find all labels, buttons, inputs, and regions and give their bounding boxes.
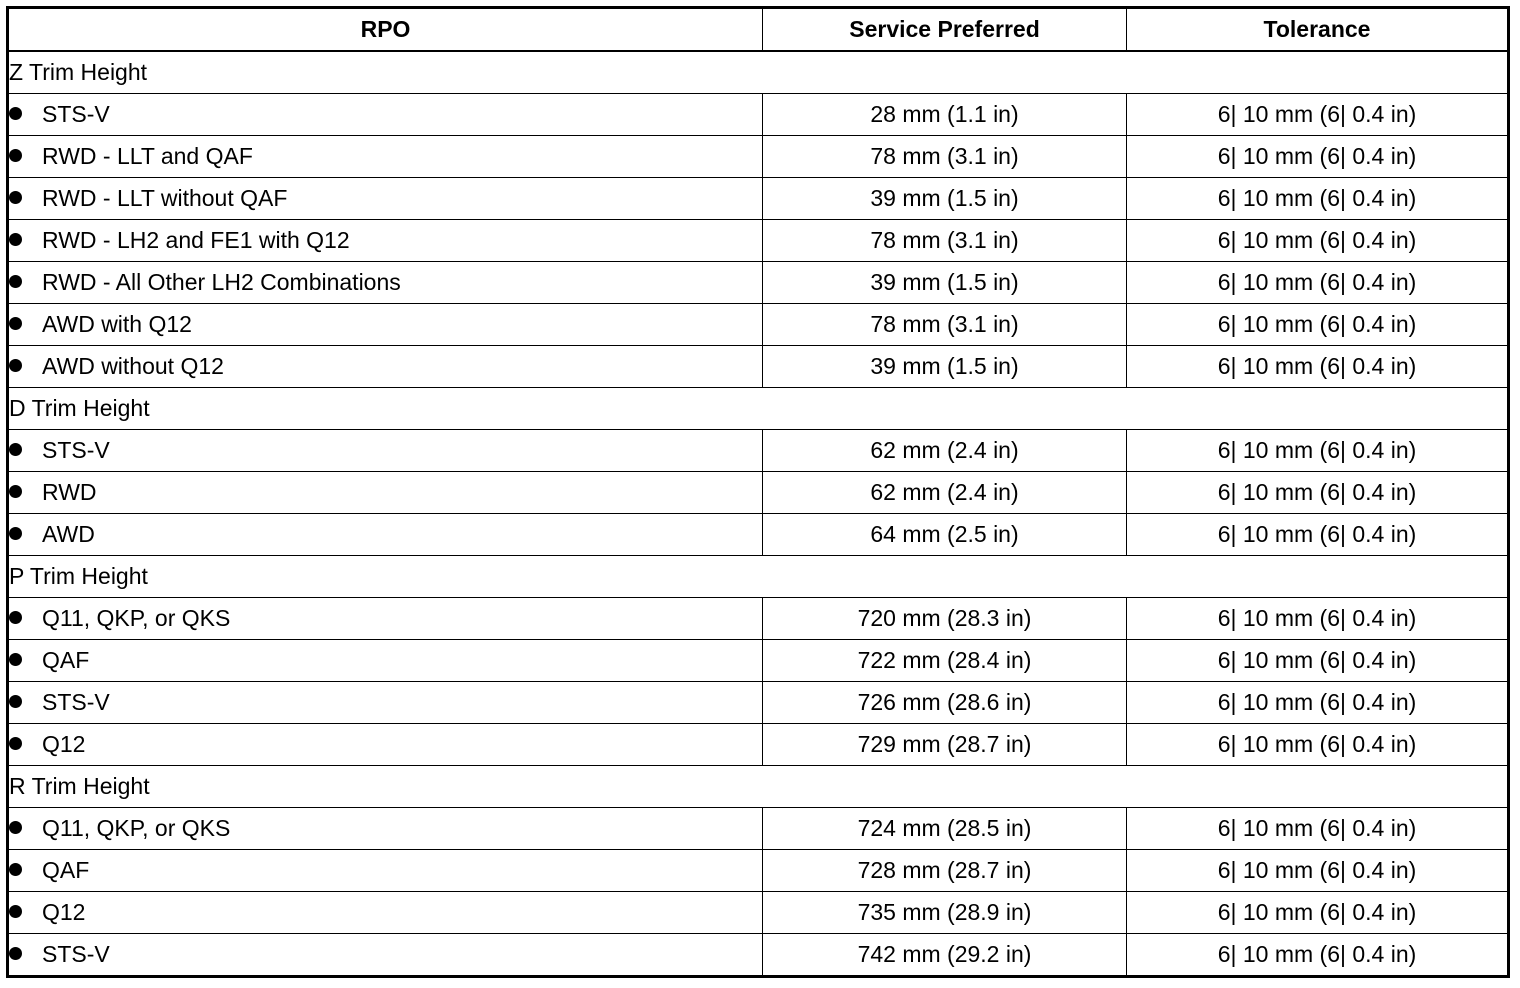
table-row <box>8 514 1509 556</box>
rpo-cell <box>8 430 763 472</box>
rpo-cell <box>8 682 763 724</box>
trim-height-spec-table <box>6 6 1510 978</box>
bullet-icon <box>9 443 22 456</box>
rpo-label: Q12 <box>42 731 86 757</box>
bullet-icon <box>9 485 22 498</box>
table-row <box>8 892 1509 934</box>
service-preferred-cell: 726 mm (28.6 in) <box>763 682 1127 724</box>
table-row <box>8 346 1509 388</box>
rpo-label: AWD with Q12 <box>42 311 192 337</box>
rpo-cell <box>8 472 763 514</box>
rpo-cell <box>8 262 763 304</box>
bullet-icon <box>9 905 22 918</box>
table-body <box>8 51 1509 977</box>
bullet-icon <box>9 821 22 834</box>
tolerance-cell: 6| 10 mm (6| 0.4 in) <box>1127 430 1509 472</box>
tolerance-cell: 6| 10 mm (6| 0.4 in) <box>1127 892 1509 934</box>
table-row <box>8 262 1509 304</box>
rpo-label: AWD without Q12 <box>42 353 224 379</box>
tolerance-cell: 6| 10 mm (6| 0.4 in) <box>1127 682 1509 724</box>
header-tolerance: Tolerance <box>1127 8 1509 52</box>
bullet-icon <box>9 317 22 330</box>
service-preferred-cell: 28 mm (1.1 in) <box>763 94 1127 136</box>
rpo-label: RWD - LLT and QAF <box>42 143 253 169</box>
tolerance-cell: 6| 10 mm (6| 0.4 in) <box>1127 598 1509 640</box>
table-row <box>8 724 1509 766</box>
bullet-icon <box>9 359 22 372</box>
service-preferred-cell: 78 mm (3.1 in) <box>763 304 1127 346</box>
bullet-icon <box>9 947 22 960</box>
header-service-preferred: Service Preferred <box>763 8 1127 52</box>
rpo-cell <box>8 598 763 640</box>
rpo-cell <box>8 94 763 136</box>
rpo-cell <box>8 724 763 766</box>
service-preferred-cell: 39 mm (1.5 in) <box>763 346 1127 388</box>
rpo-label: STS-V <box>42 437 110 463</box>
table-row <box>8 136 1509 178</box>
table-header-row <box>8 8 1509 52</box>
rpo-cell <box>8 640 763 682</box>
table-row <box>8 640 1509 682</box>
tolerance-cell: 6| 10 mm (6| 0.4 in) <box>1127 724 1509 766</box>
rpo-cell <box>8 934 763 977</box>
bullet-icon <box>9 653 22 666</box>
rpo-cell <box>8 892 763 934</box>
table-row <box>8 934 1509 977</box>
rpo-cell <box>8 850 763 892</box>
section-title: P Trim Height <box>8 556 1509 598</box>
tolerance-cell: 6| 10 mm (6| 0.4 in) <box>1127 94 1509 136</box>
tolerance-cell: 6| 10 mm (6| 0.4 in) <box>1127 178 1509 220</box>
bullet-icon <box>9 527 22 540</box>
bullet-icon <box>9 107 22 120</box>
table-row <box>8 682 1509 724</box>
rpo-cell <box>8 808 763 850</box>
service-preferred-cell: 735 mm (28.9 in) <box>763 892 1127 934</box>
rpo-label: STS-V <box>42 689 110 715</box>
service-preferred-cell: 78 mm (3.1 in) <box>763 136 1127 178</box>
tolerance-cell: 6| 10 mm (6| 0.4 in) <box>1127 514 1509 556</box>
rpo-cell <box>8 346 763 388</box>
rpo-label: RWD - LLT without QAF <box>42 185 288 211</box>
table-row <box>8 598 1509 640</box>
service-preferred-cell: 742 mm (29.2 in) <box>763 934 1127 977</box>
rpo-label: Q12 <box>42 899 86 925</box>
tolerance-cell: 6| 10 mm (6| 0.4 in) <box>1127 472 1509 514</box>
bullet-icon <box>9 191 22 204</box>
table-row <box>8 178 1509 220</box>
tolerance-cell: 6| 10 mm (6| 0.4 in) <box>1127 220 1509 262</box>
tolerance-cell: 6| 10 mm (6| 0.4 in) <box>1127 304 1509 346</box>
section-title: D Trim Height <box>8 388 1509 430</box>
rpo-label: QAF <box>42 857 90 883</box>
tolerance-cell: 6| 10 mm (6| 0.4 in) <box>1127 136 1509 178</box>
table-row <box>8 430 1509 472</box>
rpo-cell <box>8 304 763 346</box>
rpo-cell <box>8 136 763 178</box>
rpo-label: Q11, QKP, or QKS <box>42 605 231 631</box>
service-preferred-cell: 720 mm (28.3 in) <box>763 598 1127 640</box>
service-preferred-cell: 62 mm (2.4 in) <box>763 430 1127 472</box>
tolerance-cell: 6| 10 mm (6| 0.4 in) <box>1127 262 1509 304</box>
table-row <box>8 808 1509 850</box>
rpo-label: AWD <box>42 521 95 547</box>
bullet-icon <box>9 233 22 246</box>
bullet-icon <box>9 695 22 708</box>
service-preferred-cell: 724 mm (28.5 in) <box>763 808 1127 850</box>
tolerance-cell: 6| 10 mm (6| 0.4 in) <box>1127 808 1509 850</box>
bullet-icon <box>9 863 22 876</box>
tolerance-cell: 6| 10 mm (6| 0.4 in) <box>1127 346 1509 388</box>
table-row <box>8 304 1509 346</box>
rpo-label: RWD - All Other LH2 Combinations <box>42 269 401 295</box>
tolerance-cell: 6| 10 mm (6| 0.4 in) <box>1127 934 1509 977</box>
section-row <box>8 556 1509 598</box>
header-rpo: RPO <box>8 8 763 52</box>
rpo-label: STS-V <box>42 101 110 127</box>
table-row <box>8 94 1509 136</box>
service-preferred-cell: 722 mm (28.4 in) <box>763 640 1127 682</box>
rpo-label: RWD - LH2 and FE1 with Q12 <box>42 227 350 253</box>
rpo-label: STS-V <box>42 941 110 967</box>
service-preferred-cell: 728 mm (28.7 in) <box>763 850 1127 892</box>
section-row <box>8 766 1509 808</box>
bullet-icon <box>9 611 22 624</box>
rpo-label: QAF <box>42 647 90 673</box>
service-preferred-cell: 39 mm (1.5 in) <box>763 178 1127 220</box>
rpo-cell <box>8 178 763 220</box>
bullet-icon <box>9 737 22 750</box>
service-preferred-cell: 729 mm (28.7 in) <box>763 724 1127 766</box>
service-preferred-cell: 78 mm (3.1 in) <box>763 220 1127 262</box>
tolerance-cell: 6| 10 mm (6| 0.4 in) <box>1127 640 1509 682</box>
section-title: Z Trim Height <box>8 51 1509 94</box>
bullet-icon <box>9 149 22 162</box>
section-row <box>8 388 1509 430</box>
section-title: R Trim Height <box>8 766 1509 808</box>
bullet-icon <box>9 275 22 288</box>
rpo-cell <box>8 220 763 262</box>
rpo-label: Q11, QKP, or QKS <box>42 815 231 841</box>
rpo-cell <box>8 514 763 556</box>
rpo-label: RWD <box>42 479 97 505</box>
section-row <box>8 51 1509 94</box>
table-row <box>8 220 1509 262</box>
service-preferred-cell: 39 mm (1.5 in) <box>763 262 1127 304</box>
tolerance-cell: 6| 10 mm (6| 0.4 in) <box>1127 850 1509 892</box>
service-preferred-cell: 64 mm (2.5 in) <box>763 514 1127 556</box>
table-row <box>8 472 1509 514</box>
table-row <box>8 850 1509 892</box>
service-preferred-cell: 62 mm (2.4 in) <box>763 472 1127 514</box>
